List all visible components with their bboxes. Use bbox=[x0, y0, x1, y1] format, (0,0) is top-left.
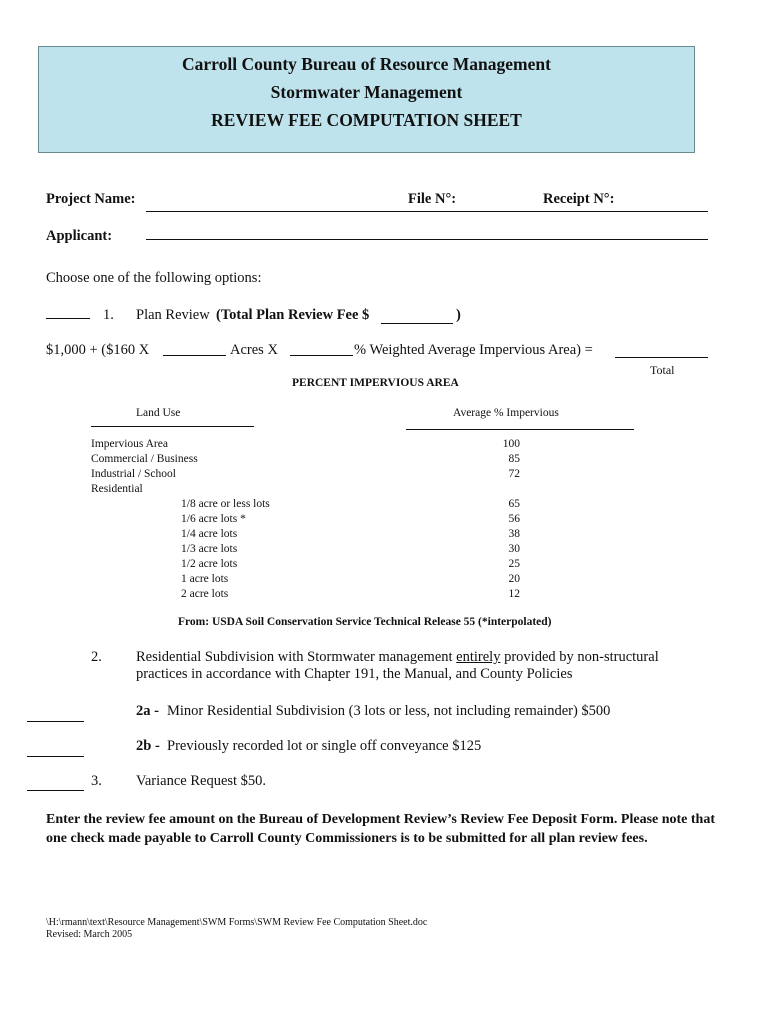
land-use-cell: 2 acre lots bbox=[181, 588, 229, 600]
total-label: Total bbox=[650, 363, 675, 377]
option3-checkline[interactable] bbox=[27, 790, 84, 791]
land-use-cell: 1 acre lots bbox=[181, 573, 229, 585]
option2-text-a: Residential Subdivision with Stormwater management bbox=[136, 649, 457, 665]
land-use-cell: Residential bbox=[91, 483, 143, 495]
receipt-no-label: Receipt N°: bbox=[543, 191, 615, 207]
col-avg-impervious: Average % Impervious bbox=[453, 407, 559, 419]
option1-fee-close: ) bbox=[456, 307, 461, 323]
land-use-cell: 1/4 acre lots bbox=[181, 528, 238, 540]
impervious-cell: 56 bbox=[508, 513, 520, 525]
impervious-cell: 65 bbox=[508, 498, 520, 510]
impervious-cell: 85 bbox=[508, 453, 520, 465]
option1-fee-label: (Total Plan Review Fee $ bbox=[216, 307, 370, 323]
table-title: PERCENT IMPERVIOUS AREA bbox=[292, 377, 459, 389]
land-use-cell: Industrial / School bbox=[91, 468, 176, 480]
option1-checkline[interactable] bbox=[46, 318, 90, 319]
option1-label: Plan Review bbox=[136, 307, 210, 323]
land-use-cell: 1/2 acre lots bbox=[181, 558, 238, 570]
impervious-pct-field[interactable] bbox=[290, 355, 353, 356]
impervious-cell: 12 bbox=[508, 588, 520, 600]
option2b-checkline[interactable] bbox=[27, 756, 84, 757]
plan-review-fee-field[interactable] bbox=[381, 323, 453, 324]
impervious-cell: 30 bbox=[508, 543, 520, 555]
impervious-cell: 25 bbox=[508, 558, 520, 570]
impervious-cell: 38 bbox=[508, 528, 520, 540]
land-use-cell: Commercial / Business bbox=[91, 453, 198, 465]
option2a-text: Minor Residential Subdivision (3 lots or less, not including remainder) $500 bbox=[167, 703, 611, 719]
applicant-field[interactable] bbox=[146, 239, 708, 240]
option2-text bbox=[136, 649, 659, 666]
option2b-label: 2b - bbox=[136, 738, 160, 754]
formula-acres: Acres X bbox=[230, 342, 278, 358]
col-avg-impervious-rule bbox=[406, 429, 634, 430]
applicant-label: Applicant: bbox=[46, 228, 113, 244]
impervious-cell: 100 bbox=[502, 438, 520, 450]
option2a-checkline[interactable] bbox=[27, 721, 84, 722]
impervious-cell: 20 bbox=[508, 573, 520, 585]
formula-start: $1,000 + ($160 X bbox=[46, 342, 150, 358]
file-no-label: File N°: bbox=[408, 191, 457, 207]
acres-field[interactable] bbox=[163, 355, 226, 356]
agency-title: Carroll County Bureau of Resource Management bbox=[182, 54, 551, 74]
col-land-use-rule bbox=[91, 426, 254, 427]
table-source: From: USDA Soil Conservation Service Technical Release 55 (*interpolated) bbox=[178, 616, 552, 628]
option3-text: Variance Request $50. bbox=[136, 773, 267, 789]
formula-pct: % Weighted Average Impervious Area) = bbox=[354, 342, 593, 358]
project-name-field[interactable] bbox=[146, 211, 708, 212]
option2-number: 2. bbox=[91, 649, 102, 665]
option2-text-b: provided by non-structural bbox=[500, 649, 659, 665]
col-land-use: Land Use bbox=[136, 407, 181, 419]
file-path: \H:\rmann\text\Resource Management\SWM Forms\SWM Review Fee Computation Sheet.doc bbox=[46, 917, 428, 928]
option2b-text: Previously recorded lot or single off conveyance $125 bbox=[167, 738, 482, 754]
impervious-cell: 72 bbox=[508, 468, 520, 480]
header-box bbox=[38, 46, 695, 153]
land-use-cell: Impervious Area bbox=[91, 438, 168, 450]
land-use-cell: 1/3 acre lots bbox=[181, 543, 238, 555]
sheet-title: REVIEW FEE COMPUTATION SHEET bbox=[211, 110, 522, 130]
choose-instructions: Choose one of the following options: bbox=[46, 270, 262, 286]
option3-number: 3. bbox=[91, 773, 102, 789]
land-use-cell: 1/8 acre or less lots bbox=[181, 498, 270, 510]
option1-number: 1. bbox=[103, 307, 114, 323]
option2-text-underlined: entirely bbox=[456, 649, 501, 665]
deposit-instructions: Enter the review fee amount on the Bureau of Development Review’s Review Fee Deposit Form. Please note that one check made payable to Carroll County Commissioners is to be submitted for all plan review fees. bbox=[46, 812, 716, 846]
option2-text-line2: practices in accordance with Chapter 191, the Manual, and County Policies bbox=[136, 666, 573, 682]
division-title: Stormwater Management bbox=[270, 82, 463, 102]
total-field[interactable] bbox=[615, 357, 708, 358]
option2a-label: 2a - bbox=[136, 703, 159, 719]
land-use-cell: 1/6 acre lots * bbox=[181, 513, 246, 525]
project-name-label: Project Name: bbox=[46, 191, 136, 207]
revised-date: Revised: March 2005 bbox=[46, 929, 133, 940]
